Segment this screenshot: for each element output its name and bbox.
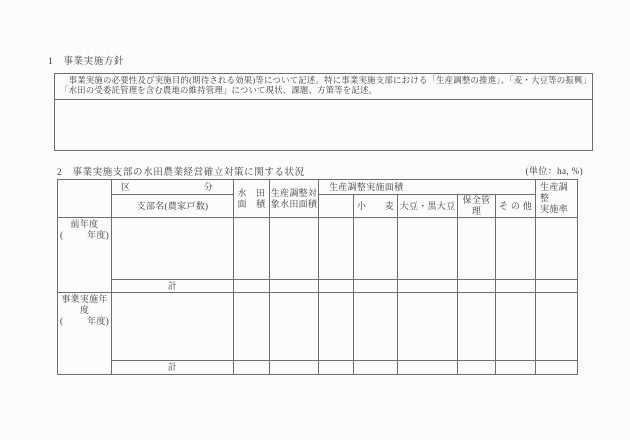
header-conservation: 保全管理 — [458, 195, 496, 218]
header-sub-blank — [319, 195, 354, 218]
empty-cell — [354, 293, 398, 361]
empty-cell — [270, 293, 319, 361]
empty-cell — [319, 280, 354, 293]
empty-cell — [496, 293, 536, 361]
header-implementation-rate: 生産調整 実施率 — [536, 180, 578, 218]
empty-cell — [536, 280, 578, 293]
header-other: そ の 他 — [496, 195, 536, 218]
empty-cell — [458, 293, 496, 361]
empty-cell — [398, 218, 458, 280]
policy-box — [54, 73, 593, 151]
empty-cell — [112, 218, 234, 280]
section1-title: 1 事業実施方針 — [48, 57, 125, 67]
total-row-label: 計 — [112, 280, 234, 293]
header-wheat: 小 麦 — [354, 195, 398, 218]
section2-title: 2 事業実施支部の水田農業経営確立対策に関する状況 — [57, 168, 305, 178]
header-kubun-right: 分 — [203, 181, 213, 192]
total-row-label: 計 — [112, 361, 234, 375]
empty-cell — [536, 218, 578, 280]
row-label-project-year: 事業実施年度 ( 年度) — [58, 293, 112, 375]
empty-cell — [458, 280, 496, 293]
empty-cell — [354, 280, 398, 293]
empty-cell — [398, 280, 458, 293]
empty-cell — [234, 218, 270, 280]
empty-cell — [234, 293, 270, 361]
empty-cell — [398, 293, 458, 361]
header-paddy-area: 水 田 面 積 — [234, 180, 270, 218]
empty-cell — [536, 293, 578, 361]
header-kubun — [112, 180, 234, 195]
empty-cell — [270, 361, 319, 375]
empty-cell — [270, 280, 319, 293]
empty-cell — [354, 361, 398, 375]
header-kubun-left: 区 — [121, 181, 131, 192]
empty-cell — [354, 218, 398, 280]
empty-cell — [536, 361, 578, 375]
empty-cell — [234, 361, 270, 375]
status-table — [57, 179, 578, 375]
empty-cell — [496, 218, 536, 280]
empty-cell — [398, 361, 458, 375]
empty-cell — [319, 361, 354, 375]
header-corner-blank — [58, 180, 112, 218]
empty-cell — [112, 293, 234, 361]
empty-cell — [496, 361, 536, 375]
row-label-previous-year: 前年度 ( 年度) — [58, 218, 112, 293]
empty-cell — [496, 280, 536, 293]
policy-entry-area — [55, 100, 592, 150]
empty-cell — [458, 361, 496, 375]
header-adjustment-target: 生産調整対 象水田面積 — [270, 180, 319, 218]
header-adjustment-group: 生産調整実施面積 — [319, 180, 536, 195]
unit-note: (単位：ha, %) — [525, 166, 583, 176]
header-soybean: 大豆・黒大豆 — [398, 195, 458, 218]
empty-cell — [319, 293, 354, 361]
empty-cell — [458, 218, 496, 280]
empty-cell — [234, 280, 270, 293]
empty-cell — [319, 218, 354, 280]
empty-cell — [270, 218, 319, 280]
header-branch-name: 支部名(農家戸数) — [112, 195, 234, 218]
policy-instruction: 事業実施の必要性及び実施目的(期待される効果)等について記述。特に事業実施支部における「生産調整の推進」、「麦・大豆等の振興」「水田の受委託管理を含む農地の維持管理」について現状、課題、方策等を記述。 — [55, 74, 592, 100]
